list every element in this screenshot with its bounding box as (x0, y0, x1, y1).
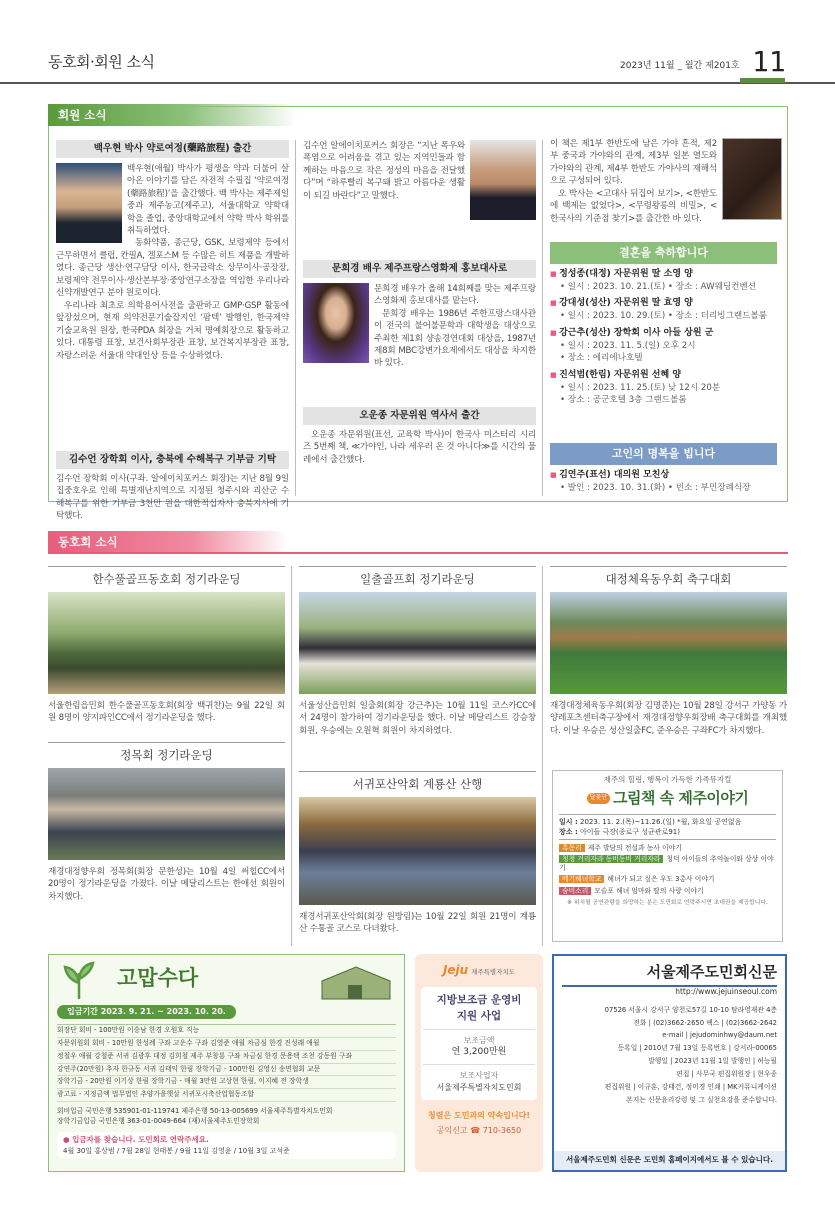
article-oh: 오운종 자문위원 역사서 출간 오운종 자문위원(표선, 교육학 박사)이 한국사 미스터리 시리즈 5번째 책, ≪가야인, 나라 세우러 온 것 아니다≫를 시간의 물레에서 출간했다. (303, 407, 536, 466)
club-title: 일출골프회 정기라운딩 (360, 572, 475, 586)
thanks-box: 고맙수다 입금기간 2023. 9. 21. ~ 2023. 10. 20. 회장단 회비 - 100만원 이승남 한경 오원호 직능 자문위원회 회비 - 10만원 한성례 구좌 고운수 구좌 김영준 애월 차금심 한경 진성래 애월 정철우 애월 강철준 서귀 김광후 대정 김희철 제주 부창룡 구좌 차금심 한경 문용택 조천 강동원 구좌 강연주(20만원) 추자 한규동 서귀 김태익 한림 장학기금 - 100만원 김영신 송면협회 교문 장학기금 - 20만원 이기상 한림 장학기금 - 매월 3만원 고상현 한림, 이지혜 전 장학생 광고료 - 지정금액 법무법인 추양가을햇살 서귀포시축산업협동조합 회비입금 국민은행 535901-01-119741 제주은행 50-13-005699 서울제주특별자치도민회 장학기금입금 국민은행 363-01-0049-664 (재)서울제주도민장학회 ● 입금자를 찾습니다. 도민회로 연락주세요. 4월 30일 홍상범 / 7월 28일 현태봉 / 9월 11일 김영윤 / 10월 3일 고석준 (48, 954, 405, 1172)
obituary-section (550, 443, 777, 494)
ad-title: 그림책 속 제주이야기 (612, 788, 749, 807)
jeju-subsidy-box: Jeju 제주특별자치도 지방보조금 운영비 지원 사업 보조금액 연 3,200만원 보조사업자 서울제주특별자치도민회 청렴은 도민과의 약속입니다! 공익신고 ☎ 710-3650 (415, 954, 543, 1172)
club-news-tab: 동호회 소식 (48, 531, 288, 553)
club-news-rule (48, 552, 788, 554)
club-ilchul: 일출골프회 정기라운딩 서울성산읍민회 일출회(회장 강근추)는 10월 11일 코스카CC에서 24명이 참가하여 정기라운딩을 했다. 이날 메달리스트 강승창 회원, 우승에는 오원혁 회원이 차지하였다. (299, 566, 536, 737)
house-icon (316, 959, 396, 1003)
article-kim-cont: 김수언 알에이치포커스 회장은 “지난 폭우와 폭염으로 어려움을 겪고 있는 지역민들과 함께하는 마음으로 작은 정성의 마음을 전달했다”며 “하루빨리 복구돼 밝고 아름다운 생활이 되길 바란다”고 말했다. (303, 140, 536, 250)
issue-info: 2023년 11월 _ 월간 제201호 (620, 61, 740, 71)
club-seogwipo: 서귀포산악회 계룡산 산행 재경서귀포산악회(회장 원방림)는 10월 22일 회원 21명이 계룡산 수통골 코스로 다녀왔다. (299, 771, 536, 936)
club-title: 정목회 정기라운딩 (120, 748, 213, 762)
leaf-icon (59, 961, 99, 1001)
club-photo (299, 797, 536, 905)
header-accent (740, 78, 785, 83)
portrait-photo (470, 140, 536, 220)
club-title: 대정체육동우회 축구대회 (605, 572, 732, 586)
article-head: 오운종 자문위원 역사서 출간 (303, 407, 536, 425)
club-photo (550, 592, 787, 694)
portrait-photo (56, 163, 122, 243)
thanks-row: 광고료 - 지정금액 법무법인 추양가을햇살 서귀포시축산업협동조합 (57, 1089, 396, 1102)
ad-row: 흑몽리 제주 발담의 전설과 농사 이야기 (559, 844, 776, 853)
club-title: 한수풀골프동호회 정기라운딩 (92, 572, 241, 586)
newspaper-footer: 서울제주도민회 신문은 도민회 홈페이지에서도 볼 수 있습니다. (554, 1151, 785, 1170)
thanks-row: 자문위원회 회비 - 10만원 한성례 구좌 고운수 구좌 김영준 애월 차금심 한경 진성래 애월 (57, 1038, 396, 1051)
article-moon: 문희경 배우 제주프랑스영화제 홍보대사로 문희경 배우가 올해 14회째를 맞는 제주프랑스영화제 홍보대사를 맡는다. 문희경 배우는 1986년 주한프랑스대사관이 전국의 불어불문학과 대학생을 대상으로 주최한 제1회 샹송경연대회 대상을, 1987년 제8회 MBC강변가요제에서도 대상을 차지한 바 있다. (303, 260, 536, 370)
jeju-logo: Jeju (442, 963, 469, 977)
column-divider (295, 140, 296, 496)
member-news-tab: 회원 소식 (48, 104, 298, 126)
thanks-row: 장학기금 - 20만원 이기상 한림 장학기금 - 매월 3만원 고상현 한림, 이지혜 전 장학생 (57, 1076, 396, 1089)
club-photo (299, 592, 536, 694)
ad-row: 숨비소리 모슬포 해녀 엄마와 딸의 사랑 이야기 (559, 887, 776, 896)
article-kim: 김수언 장학회 이사, 충북에 수해복구 기부금 기탁 김수언 장학회 이사(구좌. 알에이치포커스 회장)는 지난 8월 9일 집중호우로 인해 특별재난지역으로 지정된 청주시와 괴산군 수해복구를 위한 기부금 3천만 원을 대한적십자사 충북지사에 기탁했다. (56, 451, 289, 501)
article-baek: 백우현 박사 약로여정(藥路旅程) 출간 백우현(애월) 박사가 평생을 약과 더불어 살아온 이야기를 담은 자전적 수필집 ‘약로여정(藥路旅程)’을 출간했다. 백 박사는 제주제일중과 제주농고(제주고), 서울대학교 약학대학을 졸업, 중앙대학교에서 약학 박사 학위를 취득하였다. 동화약품, 종근당, GSK, 보령제약 등에서 근무하면서 클럽, 칸필A, 겔포스M 등 수많은 히트 제품을 개발하였다. 종근당 생산·연구담당 이사, 한국글락소 상무이사·공장장, 보령제약 전무이사·생산본부장·중앙연구소장을 역임한 우리나라 신약개발연구 분야 원로이다. 우리나라 최초로 의학용어사전을 출판하고 GMP·GSP 활동에 앞장섰으며, 현재 의약전문기술잡지인 ‘팜텍’ 발행인, 한국제약 기술교육원 원장, 한국PDA 회장을 거쳐 명예회장으로 활동하고 있다. 대통령 표창, 보건사회부장관 표창, 보건복지부장관 표창, 자랑스러운 서울대 약대인상 등을 수상하였다. (56, 140, 289, 362)
wedding-item: ■ 강근추(성산) 장학회 이사 아들 상원 군 • 일시 : 2023. 11. 5.(일) 오후 2시 • 장소 : 에리에나호텔 (550, 327, 777, 365)
newspaper-title: 서울제주도민회신문 (562, 962, 777, 987)
club-jeongmok: 정목회 정기라운딩 재경대정향우회 정목회(회장 문한성)는 10월 4일 써힐CC에서 20명이 정기라운딩을 가졌다. 이날 메달리스트는 한애선 회원이 차지했다. (48, 742, 285, 903)
club-daejeong: 대정체육동우회 축구대회 재경대정체육동우회(회장 김명준)는 10월 28일 강서구 가양동 가양레포츠센터축구장에서 재경대정향우회장배 축구대회를 개최했다. 이날 우승은 성산일출FC, 준우승은 구좌FC가 차지했다. (550, 566, 787, 737)
column-divider (542, 140, 543, 496)
book-cover (722, 138, 782, 220)
article-oh-cont: 이 책은 제1부 한반도에 남은 가야 흔적, 제2부 중국과 가야와의 관계, 제3부 일본 열도와 가야와의 관계, 제4부 한반도 가야사의 재해석으로 구성되어 있다. 오 박사는 <고대사 뒤집어 보기>, <한반도에 백제는 없었다>, <무령왕릉의 비밀>, <한국사의 기준점 찾기>를 출간한 바 있다. (550, 138, 782, 225)
musical-ad: 제주의 힐링, 행복이 가득한 가족뮤지컬 달꽃단 그림책 속 제주이야기 일시 : 2023. 11. 2.(목)~11.26.(일) *월, 화요일 공연없음 장소 : 아이들 극장(종로구 성균관로91) 흑몽리 제주 발담의 전설과 농사 이야기 청청 거리자라 동비동비 거리자라 청덕 아이들의 추억놀이와 상상 이야기 메기해녀학교 해녀가 되고 싶은 우도 3총사 이야기 숨비소리 모슬포 해녀 엄마와 딸의 사랑 이야기 ※ 위치될 공연관람을 희망하는 분은 도민회로 연락주시면 초대권을 제공합니다. (552, 770, 783, 942)
thanks-period: 입금기간 2023. 9. 21. ~ 2023. 10. 20. (57, 1005, 236, 1019)
club-hansupul: 한수풀골프동호회 정기라운딩 서울한림읍민회 한수풀골프동호회(회장 백귀찬)는 9월 22일 회원 8명이 양지파인CC에서 정기라운딩을 했다. (48, 566, 285, 725)
club-title: 서귀포산악회 계룡산 산행 (352, 777, 483, 791)
obituary-head: 고인의 명복을 빕니다 (550, 443, 777, 465)
newspaper-info-box: 서울제주도민회신문 http://www.jejuinseoul.com 07526 서울시 강서구 양천로57길 10-10 탐라영재관 4층 전화 | (02)3662-2650 팩스 | (02)3662-2642 e-mail | jejudominhwy@daum.net 등록일 | 2010년 7월 13일 등록번호 | 강서라-00065 발행일 | 2023년 11월 1일 발행인 | 허능필 편집 | 사무국 편집위원장 | 현우종 편집위원 | 이규훈, 강태건, 정미경 인쇄 | MK커뮤니케이션 본지는 신문윤리강령 및 그 실천요강을 준수합니다. 서울제주도민회 신문은 도민회 홈페이지에서도 볼 수 있습니다. (552, 954, 787, 1172)
wedding-item: ■ 강대성(성산) 자문위원 딸 효영 양 • 일시 : 2023. 10. 29.(토) • 장소 : 더리빙그랜드볼룸 (550, 297, 777, 323)
obituary-name: ■ 김연주(표선) 대의원 모친상 (550, 469, 777, 482)
article-head: 문희경 배우 제주프랑스영화제 홍보대사로 (303, 260, 536, 278)
ad-badge: 달꽃단 (587, 793, 610, 804)
article-head: 백우현 박사 약로여정(藥路旅程) 출간 (56, 140, 289, 158)
page-number: 11 (752, 45, 786, 78)
thanks-row: 정철우 애월 강철준 서귀 김광후 대정 김희철 제주 부창룡 구좌 차금심 한경 문용택 조천 강동원 구좌 (57, 1051, 396, 1064)
wedding-item: ■ 진석범(한림) 자문위원 선혜 양 • 일시 : 2023. 11. 25.(토) 낮 12시 20분 • 장소 : 공군호텔 3층 그랜드볼룸 (550, 369, 777, 407)
thanks-title: 고맙수다 (117, 966, 199, 990)
newspaper-url: http://www.jejuinseoul.com (675, 986, 777, 996)
wedding-section (550, 242, 777, 407)
column-divider (291, 566, 292, 946)
thanks-row: 강연주(20만원) 추자 한규동 서귀 김태익 한림 장학기금 - 100만원 김영신 송면협회 교문 (57, 1064, 396, 1077)
thanks-row: 회장단 회비 - 100만원 이승남 한경 오원호 직능 (57, 1025, 396, 1038)
column-divider (542, 566, 543, 946)
wedding-head: 결혼을 축하합니다 (550, 242, 777, 264)
ad-row: 메기해녀학교 해녀가 되고 싶은 우도 3총사 이야기 (559, 875, 776, 884)
club-photo (48, 592, 285, 694)
section-title: 동호회·회원 소식 (48, 53, 155, 71)
ad-row: 청청 거리자라 동비동비 거리자라 청덕 아이들의 추억놀이와 상상 이야기 (559, 855, 774, 873)
club-photo (48, 768, 285, 860)
article-head: 김수언 장학회 이사, 충북에 수해복구 기부금 기탁 (56, 451, 289, 469)
portrait-photo (303, 283, 369, 363)
header-rule (0, 82, 835, 84)
wedding-item: ■ 정성종(대정) 자문위원 딸 소영 양 • 일시 : 2023. 10. 21.(토) • 장소 : AW웨딩컨벤션 (550, 268, 777, 294)
obituary-detail: • 발인 : 2023. 10. 31.(화) • 빈소 : 부민장례식장 (560, 482, 751, 493)
